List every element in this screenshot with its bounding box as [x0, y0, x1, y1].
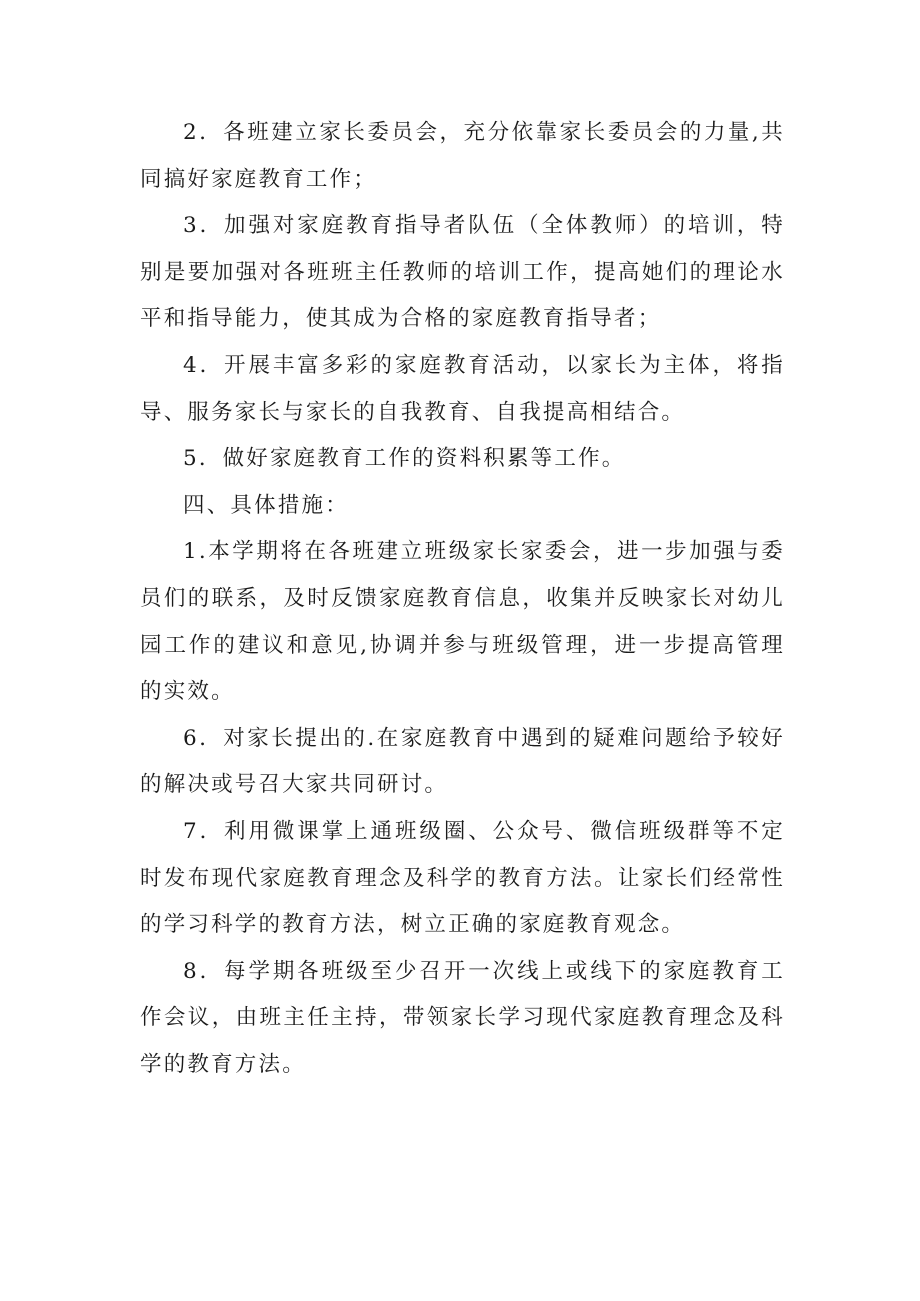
paragraph-measure-1: 1.本学期将在各班建立班级家长家委会，进一步加强与委员们的联系，及时反馈家庭教育信息，收集并反映家长对幼儿园工作的建议和意见,协调并参与班级管理，进一步提高管理的实效。 [140, 539, 785, 705]
paragraph-item-5: 5．做好家庭教育工作的资料积累等工作。 [183, 446, 626, 472]
section-heading-measures: 四、具体措施： [183, 492, 349, 518]
paragraph-item-4: 4．开展丰富多彩的家庭教育活动，以家长为主体，将指导、服务家长与家长的自我教育、自我提高相结合。 [140, 352, 785, 425]
paragraph-item-6: 6．对家长提出的.在家庭教育中遇到的疑难问题给予较好的解决或号召大家共同研讨。 [140, 725, 785, 798]
paragraph-item-7: 7．利用微课掌上通班级圈、公众号、微信班级群等不定时发布现代家庭教育理念及科学的教育方法。让家长们经常性的学习科学的教育方法，树立正确的家庭教育观念。 [140, 818, 785, 938]
document-body [140, 110, 785, 1088]
paragraph-item-8: 8．每学期各班级至少召开一次线上或线下的家庭教育工作会议，由班主任主持，带领家长学习现代家庭教育理念及科学的教育方法。 [140, 958, 785, 1077]
paragraph-item-2: 2．各班建立家长委员会，充分依靠家长委员会的力量,共同搞好家庭教育工作； [140, 120, 785, 192]
paragraph-item-3: 3．加强对家庭教育指导者队伍（全体教师）的培训，特别是要加强对各班班主任教师的培训工作，提高她们的理论水平和指导能力，使其成为合格的家庭教育指导者； [140, 213, 785, 332]
